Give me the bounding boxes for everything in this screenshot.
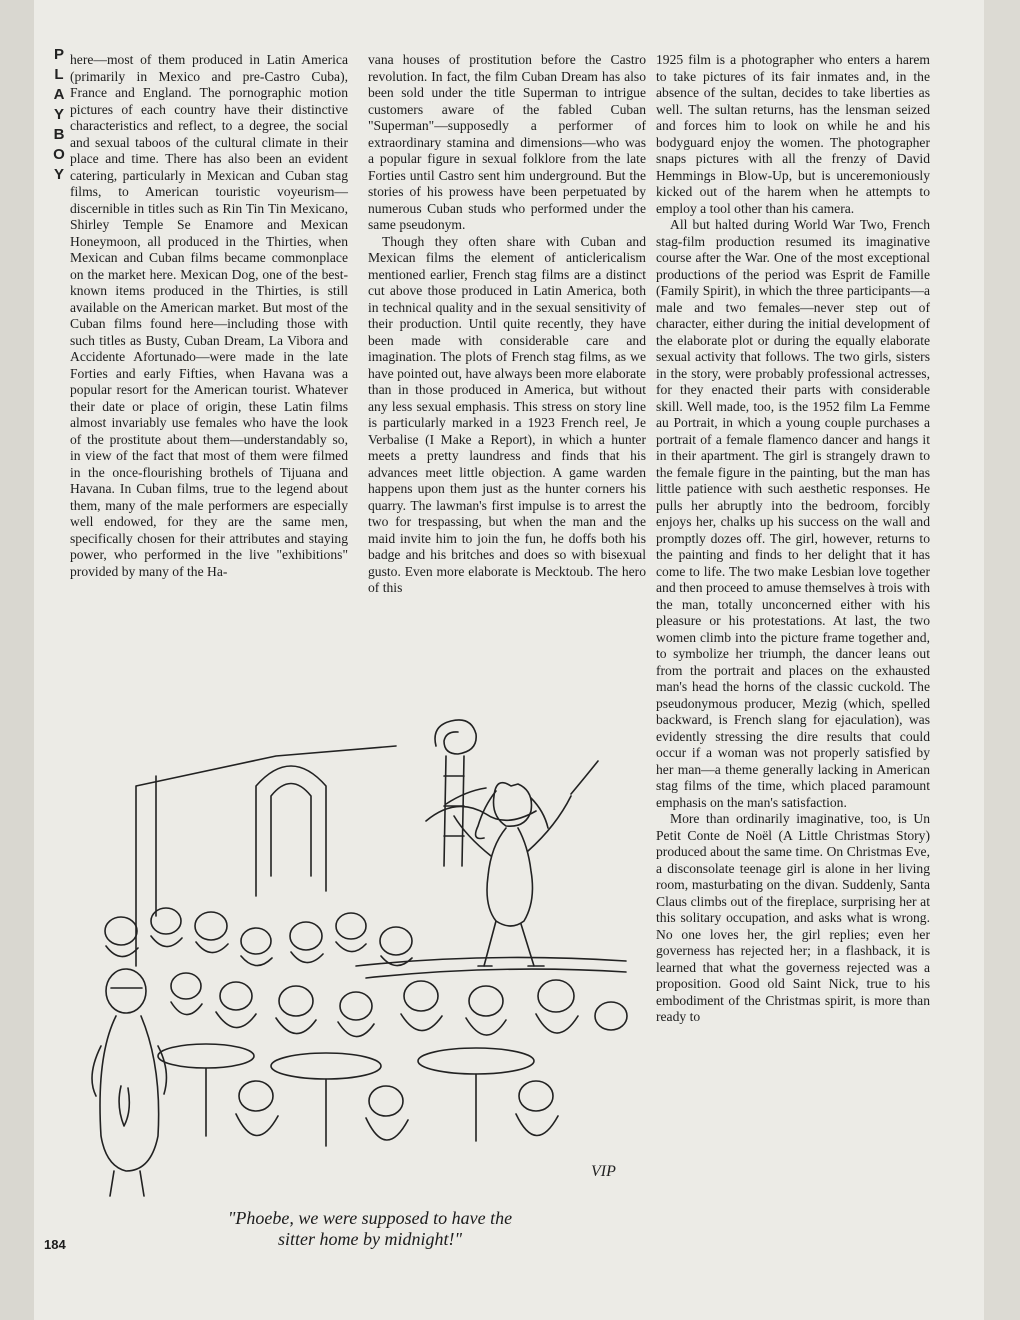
caption-line: "Phoebe, we were supposed to have the (227, 1208, 513, 1228)
article-column-3 (656, 52, 930, 1026)
masthead-letter: A (53, 86, 65, 103)
masthead-letter: Y (53, 106, 64, 123)
masthead-letter: B (53, 126, 65, 143)
scan-margin-right (984, 0, 1020, 1320)
masthead-letter: P (53, 46, 64, 63)
caption-line: sitter home by midnight!" (277, 1229, 463, 1249)
page-number: 184 (44, 1237, 66, 1252)
paragraph: 1925 film is a photographer who enters a harem to take pictures of its fair inmates and, in the absence of the sultan, decides to take liberties as well. The sultan returns, has the lensman seized and forces him to look on while he and his bodyguard enjoy the women. The photographer snaps pictures with all the frenzy of David Hemmings in Blow-Up, but is unceremoniously kicked out of the harem when he attempts to employ a tool other than his camera. (656, 52, 930, 216)
article-column-2 (368, 52, 646, 597)
paragraph: vana houses of prostitution before the Castro revolution. In fact, the film Cuban Dream has also been sold under the title Superman to intrigue customers aware of the fabled Cuban "Superman"—supposedly a performer of extraordinary stamina and dimensions—who was a popular figure in sexual folklore from the late Forties until Castro sent him underground. But the stories of his prowess have been perpetuated by numerous Cuban studs who performed under the same pseudonym. (368, 52, 646, 232)
masthead-letter: Y (53, 166, 64, 183)
playboy-masthead (50, 45, 68, 185)
nightclub-cartoon-illustration (66, 716, 644, 1206)
paragraph: All but halted during World War Two, French stag-film production resumed its imaginative course after the War. One of the most exceptional productions of the period was Esprit de Famille (Family Spirit), in which the three participants—a male and two females—never step out of character, either during the initial development of the elaborate plot or during the equally elaborate sexual activity that follows. The two girls, sisters in the story, were probably professional actresses, for they enacted their parts with considerable skill. Well made, too, is the 1952 film La Femme au Portrait, in which a young couple purchases a portrait of a female flamenco dancer and hangs it in their apartment. The girl is strangely drawn to the female figure in the painting, but the man has little patience with such aesthetic responses. He pulls her abruptly into the bedroom, forcibly enjoys her, chalks up his success on the wall and promptly dozes off. The girl, however, returns to the painting and finds to her delight that it has come to life. The two make Lesbian love together and then proceed to amuse themselves à trois with the man, totally unconcerned either with his pleasure or his protestations. At last, the two women climb into the picture frame together and, to symbolize her triumph, the dancer leans out from the portrait and places on the exhausted man's head the horns of the classic cuckold. The pseudonymous producer, Mezig (which, spelled backward, is French slang for ejaculation), was evidently stressing the dire results that could occur if a woman was not properly satisfied by her man—a theme generally lacking in American stag films of the time, which placed paramount emphasis on the man's satisfaction. (656, 217, 930, 810)
paragraph: More than ordinarily imaginative, too, is Un Petit Conte de Noël (A Little Christmas Story) produced about the same time. On Christmas Eve, a disconsolate teenage girl is alone in her living room, masturbating on the divan. Suddenly, Santa Claus climbs out of the fireplace, surprising her at this solitary occupation, and asks what is wrong. No one loves her, the girl replies; even her governess has rejected her; in a flashback, it is learned that what the governess rejected was a proposition. Good old Saint Nick, true to his embodiment of the Christmas spirit, is more than ready to (656, 811, 930, 1024)
cartoonist-signature: VIP (591, 1163, 616, 1180)
cartoon-caption (160, 1208, 580, 1250)
paragraph: here—most of them produced in Latin America (primarily in Mexico and pre-Castro Cuba), France and England. The pornographic motion pictures of each country have their distinctive characteristics and reflect, to a degree, the social and sexual taboos of the cultural climate in their place and time. There has also been an evident catering, particularly in Mexican and Cuban stag films, to American touristic voyeurism—discernible in titles such as Rin Tin Tin Mexicano, Shirley Temple Se Enamore and Mexican Honeymoon, all produced in the Thirties, when Mexican and Cuban films became commonplace on the market here. Mexican Dog, one of the best-known items produced in the Thirties, is still available on the American market. But most of the Cuban films found here—including those with such titles as Busty, Cuban Dream, La Vibora and Accidente Afortunado—were made in the late Forties and early Fifties, when Havana was a popular resort for the American tourist. Whatever their date or place of origin, these Latin films almost invariably use females who have the look of the prostitute about them—understandably so, in view of the fact that most of them were filmed in the once-flourishing brothels of Tijuana and Havana. In Cuban films, true to the legend about them, many of the male performers are especially well endowed, for they are the same men, specifically chosen for their attributes and staying power, who performed in the live "exhibitions" provided by many of the Ha- (70, 52, 348, 579)
scan-margin-left (0, 0, 34, 1320)
masthead-letter: O (53, 146, 65, 163)
article-column-1 (70, 52, 348, 580)
masthead-letter: L (54, 66, 64, 83)
paragraph: Though they often share with Cuban and Mexican films the element of anticlericalism mentioned earlier, French stag films are a distinct cut above those produced in Latin America, both in technical quality and in the sexual sensitivity of their production. Until quite recently, they have been made with considerable care and imagination. The plots of French stag films, as we have pointed out, have always been more elaborate than in those produced in America, but without any less sexual emphasis. This stress on story line is particularly marked in a 1923 French reel, Je Verbalise (I Make a Report), in which a hunter meets a pretty laundress and finds that his advances meet little objection. A game warden happens upon them just as the hunter corners his quarry. The lawman's first impulse is to arrest the two for trespassing, but when the man and the maid invite him to join the fun, he doffs both his badge and his britches and does so with bisexual gusto. Even more elaborate is Mecktoub. The hero of this (368, 233, 646, 595)
